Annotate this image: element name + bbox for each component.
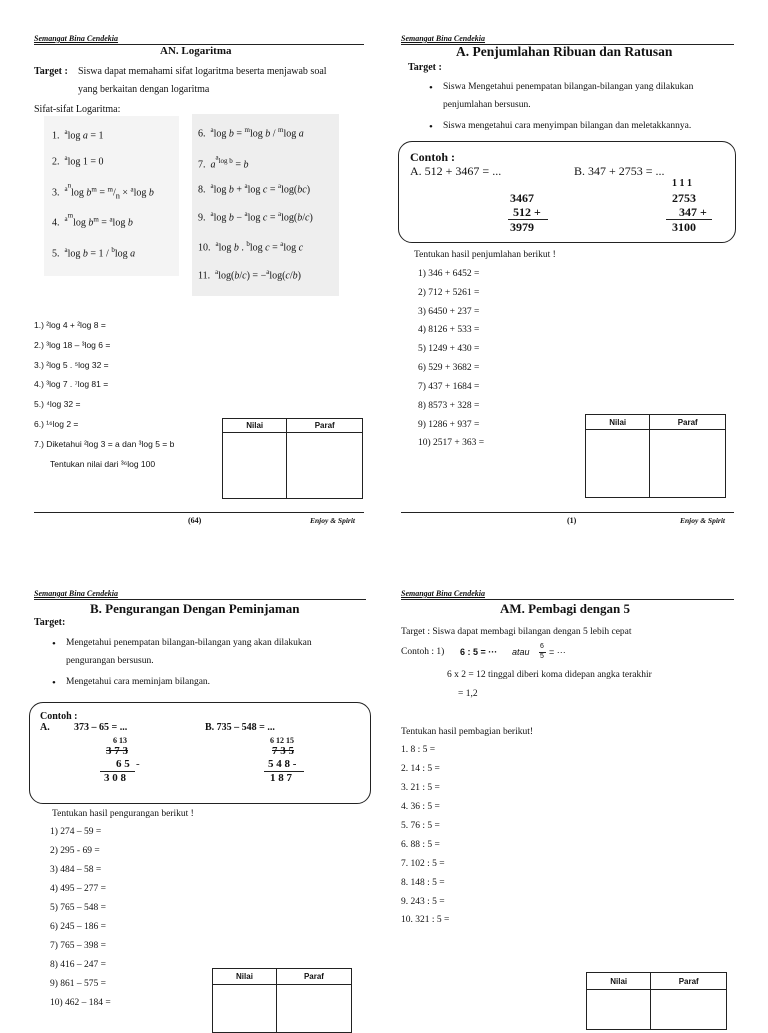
page-title-pengurangan: B. Pengurangan Dengan Peminjaman bbox=[90, 601, 300, 616]
property-10: 10. $^a$log b . $^b$log c = $^a$log c bbox=[198, 240, 304, 254]
paraf-header: Paraf bbox=[651, 973, 727, 990]
target-label: Target : bbox=[408, 62, 442, 73]
add-question-3: 3) 6450 + 237 = bbox=[418, 307, 480, 317]
target-text-line2: yang berkaitan dengan logaritma bbox=[78, 84, 210, 95]
property-7: 7. $a^{^alog b} = b$ bbox=[198, 154, 249, 171]
add-question-8: 8) 8573 + 328 = bbox=[418, 401, 480, 411]
example-a: 373 – 65 = ... bbox=[74, 722, 128, 733]
add-question-1: 1) 346 + 6452 = bbox=[418, 269, 480, 279]
header-brand: Semangat Bina Cendekia bbox=[401, 589, 486, 598]
nilai-cell[interactable] bbox=[223, 433, 287, 499]
property-11: 11. $^a$log(b/c) = −$^a$log(c/b) bbox=[198, 268, 301, 282]
nilai-header: Nilai bbox=[213, 969, 277, 985]
instruction: Tentukan hasil pembagian berikut! bbox=[401, 727, 534, 737]
log-question-3: 3.) ²log 5 . ⁵log 32 = bbox=[34, 360, 109, 370]
example-expression: 6 : 5 = ··· bbox=[460, 647, 498, 657]
div-question-3: 3. 21 : 5 = bbox=[401, 783, 440, 793]
footer-rule bbox=[401, 512, 734, 513]
property-8: 8. $^a$log b + $^a$log c = $^a$log(bc) bbox=[198, 182, 311, 196]
page-title-pembagi: AM. Pembagi dengan 5 bbox=[500, 601, 630, 616]
add-question-7: 7) 437 + 1684 = bbox=[418, 382, 480, 392]
property-4: 4. $^{a^m}$log $b^m = ^a\log$ b bbox=[52, 212, 133, 229]
target-bullet-2: • Mengetahui cara meminjam bilangan. bbox=[66, 677, 210, 687]
sub-question-1: 1) 274 – 59 = bbox=[50, 827, 102, 837]
target-bullet-2: • Siswa mengetahui cara menyimpan bilangan dan meletakkannya. bbox=[443, 121, 691, 131]
header-brand: Semangat Bina Cendekia bbox=[34, 34, 119, 43]
example-explanation: 6 x 2 = 12 tinggal diberi koma didepan angka terakhir bbox=[447, 670, 652, 680]
header-rule bbox=[401, 599, 734, 600]
example-a-minus: - bbox=[136, 758, 140, 770]
example-b-mid: 5 4 8 - bbox=[268, 758, 297, 770]
div-question-9: 9. 243 : 5 = bbox=[401, 897, 445, 907]
nilai-cell[interactable] bbox=[213, 985, 277, 1033]
example-a: A. 512 + 3467 = ... bbox=[410, 164, 502, 178]
add-question-4: 4) 8126 + 533 = bbox=[418, 325, 480, 335]
contoh-box bbox=[29, 702, 371, 804]
footer-rule bbox=[34, 512, 364, 513]
sub-question-3: 3) 484 – 58 = bbox=[50, 865, 102, 875]
header-brand: Semangat Bina Cendekia bbox=[34, 589, 119, 598]
score-table-pengurangan bbox=[212, 968, 352, 1033]
div-question-4: 4. 36 : 5 = bbox=[401, 802, 440, 812]
example-b-top: 2753 bbox=[672, 191, 696, 205]
score-table-penjumlahan bbox=[585, 414, 726, 498]
example-a-label: A. bbox=[40, 722, 50, 733]
example-b-borrow: 6 12 15 bbox=[270, 736, 294, 745]
example-a-borrow: 6 13 bbox=[113, 736, 127, 745]
example-atau: atau bbox=[512, 647, 530, 657]
footer-brand: Enjoy & Spirit bbox=[680, 516, 726, 525]
fraction-numerator: 6 bbox=[540, 643, 544, 650]
header-rule bbox=[34, 599, 366, 600]
target-text-line1: Siswa dapat memahami sifat logaritma beserta menjawab soal bbox=[78, 66, 327, 77]
page-number: (1) bbox=[567, 516, 577, 525]
add-question-9: 9) 1286 + 937 = bbox=[418, 420, 480, 430]
log-question-4: 4.) ³log 7 . ⁷log 81 = bbox=[34, 379, 109, 389]
property-1: 1. $^a$log a = 1 bbox=[52, 128, 104, 142]
example-a-mid: 6 5 bbox=[116, 758, 130, 770]
target-label: Target: bbox=[34, 617, 66, 628]
example-a-top: 3467 bbox=[510, 191, 534, 205]
property-9: 9. $^a$log b − $^a$log c = $^a$log(b/c) bbox=[198, 210, 313, 224]
paraf-header: Paraf bbox=[650, 415, 726, 430]
div-question-2: 2. 14 : 5 = bbox=[401, 764, 440, 774]
sub-question-2: 2) 295 - 69 = bbox=[50, 846, 100, 856]
add-question-6: 6) 529 + 3682 = bbox=[418, 363, 480, 373]
fraction-tail: = ··· bbox=[549, 647, 566, 657]
paraf-cell[interactable] bbox=[276, 985, 351, 1033]
log-question-2: 2.) ³log 18 – ³log 6 = bbox=[34, 340, 111, 350]
score-table-pembagi bbox=[586, 972, 727, 1030]
nilai-cell[interactable] bbox=[586, 430, 650, 498]
property-6: 6. $^a$log b = $^m$log b / $^m$log a bbox=[198, 126, 304, 140]
log-question-7-sub: Tentukan nilai dari ³⁶log 100 bbox=[50, 459, 156, 469]
example-result: = 1,2 bbox=[458, 689, 478, 699]
example-a-result: 3979 bbox=[510, 220, 534, 234]
nilai-header: Nilai bbox=[223, 419, 287, 433]
example-b-top: 7 3 5 bbox=[272, 745, 294, 757]
div-question-6: 6. 88 : 5 = bbox=[401, 840, 440, 850]
div-question-10: 10. 321 : 5 = bbox=[401, 915, 450, 925]
property-2: 2. $^a$log 1 = 0 bbox=[52, 154, 104, 168]
log-question-1: 1.) ²log 4 + ²log 8 = bbox=[34, 320, 106, 330]
log-question-5: 5.) ⁴log 32 = bbox=[34, 399, 81, 409]
contoh-label: Contoh : bbox=[410, 150, 456, 164]
add-question-5: 5) 1249 + 430 = bbox=[418, 344, 480, 354]
sub-question-9: 9) 861 – 575 = bbox=[50, 979, 107, 989]
add-question-10: 10) 2517 + 363 = bbox=[418, 438, 485, 448]
page-title-penjumlahan: A. Penjumlahan Ribuan dan Ratusan bbox=[456, 44, 673, 59]
instruction: Tentukan hasil penjumlahan berikut ! bbox=[414, 250, 556, 260]
example-b-carry: 1 1 1 bbox=[672, 178, 692, 189]
page-title-logaritma: AN. Logaritma bbox=[160, 45, 232, 57]
add-question-2: 2) 712 + 5261 = bbox=[418, 288, 480, 298]
div-question-1: 1. 8 : 5 = bbox=[401, 745, 436, 755]
div-question-8: 8. 148 : 5 = bbox=[401, 878, 445, 888]
contoh-label: Contoh : bbox=[40, 711, 78, 722]
paraf-cell[interactable] bbox=[650, 430, 726, 498]
nilai-header: Nilai bbox=[586, 415, 650, 430]
header-brand: Semangat Bina Cendekia bbox=[401, 34, 486, 43]
div-question-7: 7. 102 : 5 = bbox=[401, 859, 445, 869]
contoh-label: Contoh : 1) bbox=[401, 647, 445, 657]
example-a-mid: 512 + bbox=[513, 205, 541, 219]
example-a-result: 3 0 8 bbox=[104, 772, 126, 784]
target-label: Target : bbox=[34, 66, 68, 77]
example-b: B. 735 – 548 = ... bbox=[205, 722, 275, 733]
page-number: (64) bbox=[188, 516, 202, 525]
log-question-7: 7.) Diketahui ²log 3 = a dan ³log 5 = b bbox=[34, 439, 175, 449]
target-text: Target : Siswa dapat membagi bilangan dengan 5 lebih cepat bbox=[401, 627, 632, 637]
property-3: 3. $^{a^n}$log $b^m = ^m/_n \times ^a\log$ b bbox=[52, 182, 154, 201]
fraction-denominator: 5 bbox=[540, 653, 544, 660]
paraf-header: Paraf bbox=[276, 969, 351, 985]
sub-question-4: 4) 495 – 277 = bbox=[50, 884, 107, 894]
nilai-header: Nilai bbox=[587, 973, 651, 990]
instruction: Tentukan hasil pengurangan berikut ! bbox=[52, 809, 194, 819]
example-a-top: 3 7 3 bbox=[106, 745, 128, 757]
example-b-mid: 347 + bbox=[679, 205, 707, 219]
example-b: B. 347 + 2753 = ... bbox=[574, 164, 665, 178]
target-bullet-1-cont: penjumlahan bersusun. bbox=[443, 100, 531, 110]
sub-question-6: 6) 245 – 186 = bbox=[50, 922, 107, 932]
example-b-result: 1 8 7 bbox=[270, 772, 292, 784]
target-bullet-1: • Siswa Mengetahui penempatan bilangan-bilangan yang dilakukan bbox=[443, 82, 693, 92]
target-bullet-1: • Mengetahui penempatan bilangan-bilangan yang akan dilakukan bbox=[66, 638, 312, 648]
paraf-header: Paraf bbox=[287, 419, 363, 433]
sub-question-8: 8) 416 – 247 = bbox=[50, 960, 107, 970]
paraf-cell[interactable] bbox=[287, 433, 363, 499]
target-bullet-1-cont: pengurangan bersusun. bbox=[66, 656, 154, 666]
log-question-6: 6.) ¹⁶log 2 = bbox=[34, 419, 79, 429]
sub-question-10: 10) 462 – 184 = bbox=[50, 998, 111, 1008]
div-question-5: 5. 76 : 5 = bbox=[401, 821, 440, 831]
example-b-result: 3100 bbox=[672, 220, 696, 234]
sifat-label: Sifat-sifat Logaritma: bbox=[34, 104, 121, 115]
property-5: 5. $^a$log b = 1 / $^b$log a bbox=[52, 246, 136, 260]
footer-brand: Enjoy & Spirit bbox=[310, 516, 356, 525]
sub-question-7: 7) 765 – 398 = bbox=[50, 941, 107, 951]
sub-question-5: 5) 765 – 548 = bbox=[50, 903, 107, 913]
score-table-logaritma bbox=[222, 418, 363, 499]
